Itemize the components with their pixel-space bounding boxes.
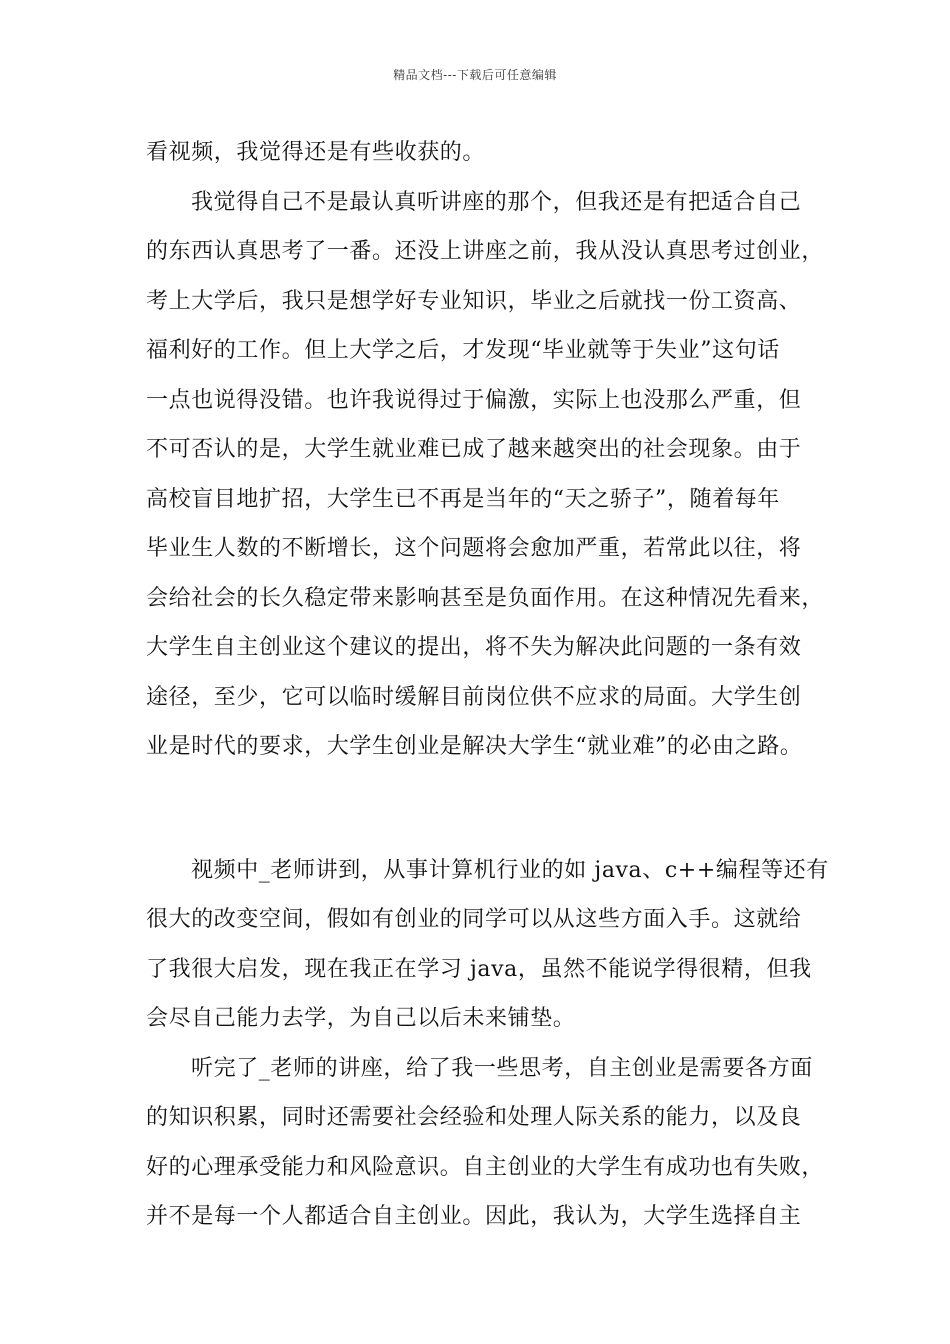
paragraph xyxy=(146,1044,826,1242)
text-line: 很大的改变空间，假如有创业的同学可以从这些方面入手。这就给 xyxy=(146,907,802,932)
text-line: 高校盲目地扩招，大学生已不再是当年的“天之骄子”，随着每年 xyxy=(146,486,780,512)
text-line: 我觉得自己不是最认真听讲座的那个，但我还是有把适合自己 xyxy=(191,189,802,215)
text-line: 的东西认真思考了一番。还没上讲座之前，我从没认真思考过创业， xyxy=(146,239,825,264)
text-line: 听完了_老师的讲座，给了我一些思考，自主创业是需要各方面 xyxy=(191,1055,813,1081)
text-line: 福利好的工作。但上大学之后，才发现“毕业就等于失业”这句话 xyxy=(146,338,780,363)
text-line: 会给社会的长久稳定带来影响甚至是负面作用。在这种情况先看来， xyxy=(146,585,825,611)
text-line: 并不是每一个人都适合自主创业。因此，我认为，大学生选择自主 xyxy=(146,1204,802,1229)
text-line: 会尽自己能力去学，为自己以后未来铺垫。 xyxy=(146,1006,576,1031)
text-line: 考上大学后，我只是想学好专业知识，毕业之后就找一份工资高、 xyxy=(146,288,802,314)
text-line: 毕业生人数的不断增长，这个问题将会愈加严重，若常此以往，将 xyxy=(146,536,802,561)
text-line: 大学生自主创业这个建议的提出，将不失为解决此问题的一条有效 xyxy=(146,635,802,660)
text-line: 途径，至少，它可以临时缓解目前岗位供不应求的局面。大学生创 xyxy=(146,684,802,710)
text-line: 好的心理承受能力和风险意识。自主创业的大学生有成功也有失败， xyxy=(146,1154,825,1180)
text-line: 业是时代的要求，大学生创业是解决大学生“就业难”的必由之路。 xyxy=(146,734,803,759)
paragraph xyxy=(146,178,826,772)
paragraph-gap xyxy=(146,772,826,846)
text-line: 了我很大启发，现在我正在学习 java，虽然不能说学得很精，但我 xyxy=(146,956,812,982)
paragraph xyxy=(146,846,829,1044)
paragraph xyxy=(146,128,826,178)
text-line: 看视频，我觉得还是有些收获的。 xyxy=(146,140,486,165)
text-line: 不可否认的是，大学生就业难已成了越来越突出的社会现象。由于 xyxy=(146,437,802,462)
page-header: 精品文档---下载后可任意编辑 xyxy=(393,68,557,82)
text-line: 视频中_老师讲到，从事计算机行业的如 java、c++编程等还有 xyxy=(191,857,829,883)
text-line: 的知识积累，同时还需要社会经验和处理人际关系的能力，以及良 xyxy=(146,1105,802,1130)
text-line: 一点也说得没错。也许我说得过于偏激，实际上也没那么严重，但 xyxy=(146,387,802,413)
document-body xyxy=(146,128,829,1242)
